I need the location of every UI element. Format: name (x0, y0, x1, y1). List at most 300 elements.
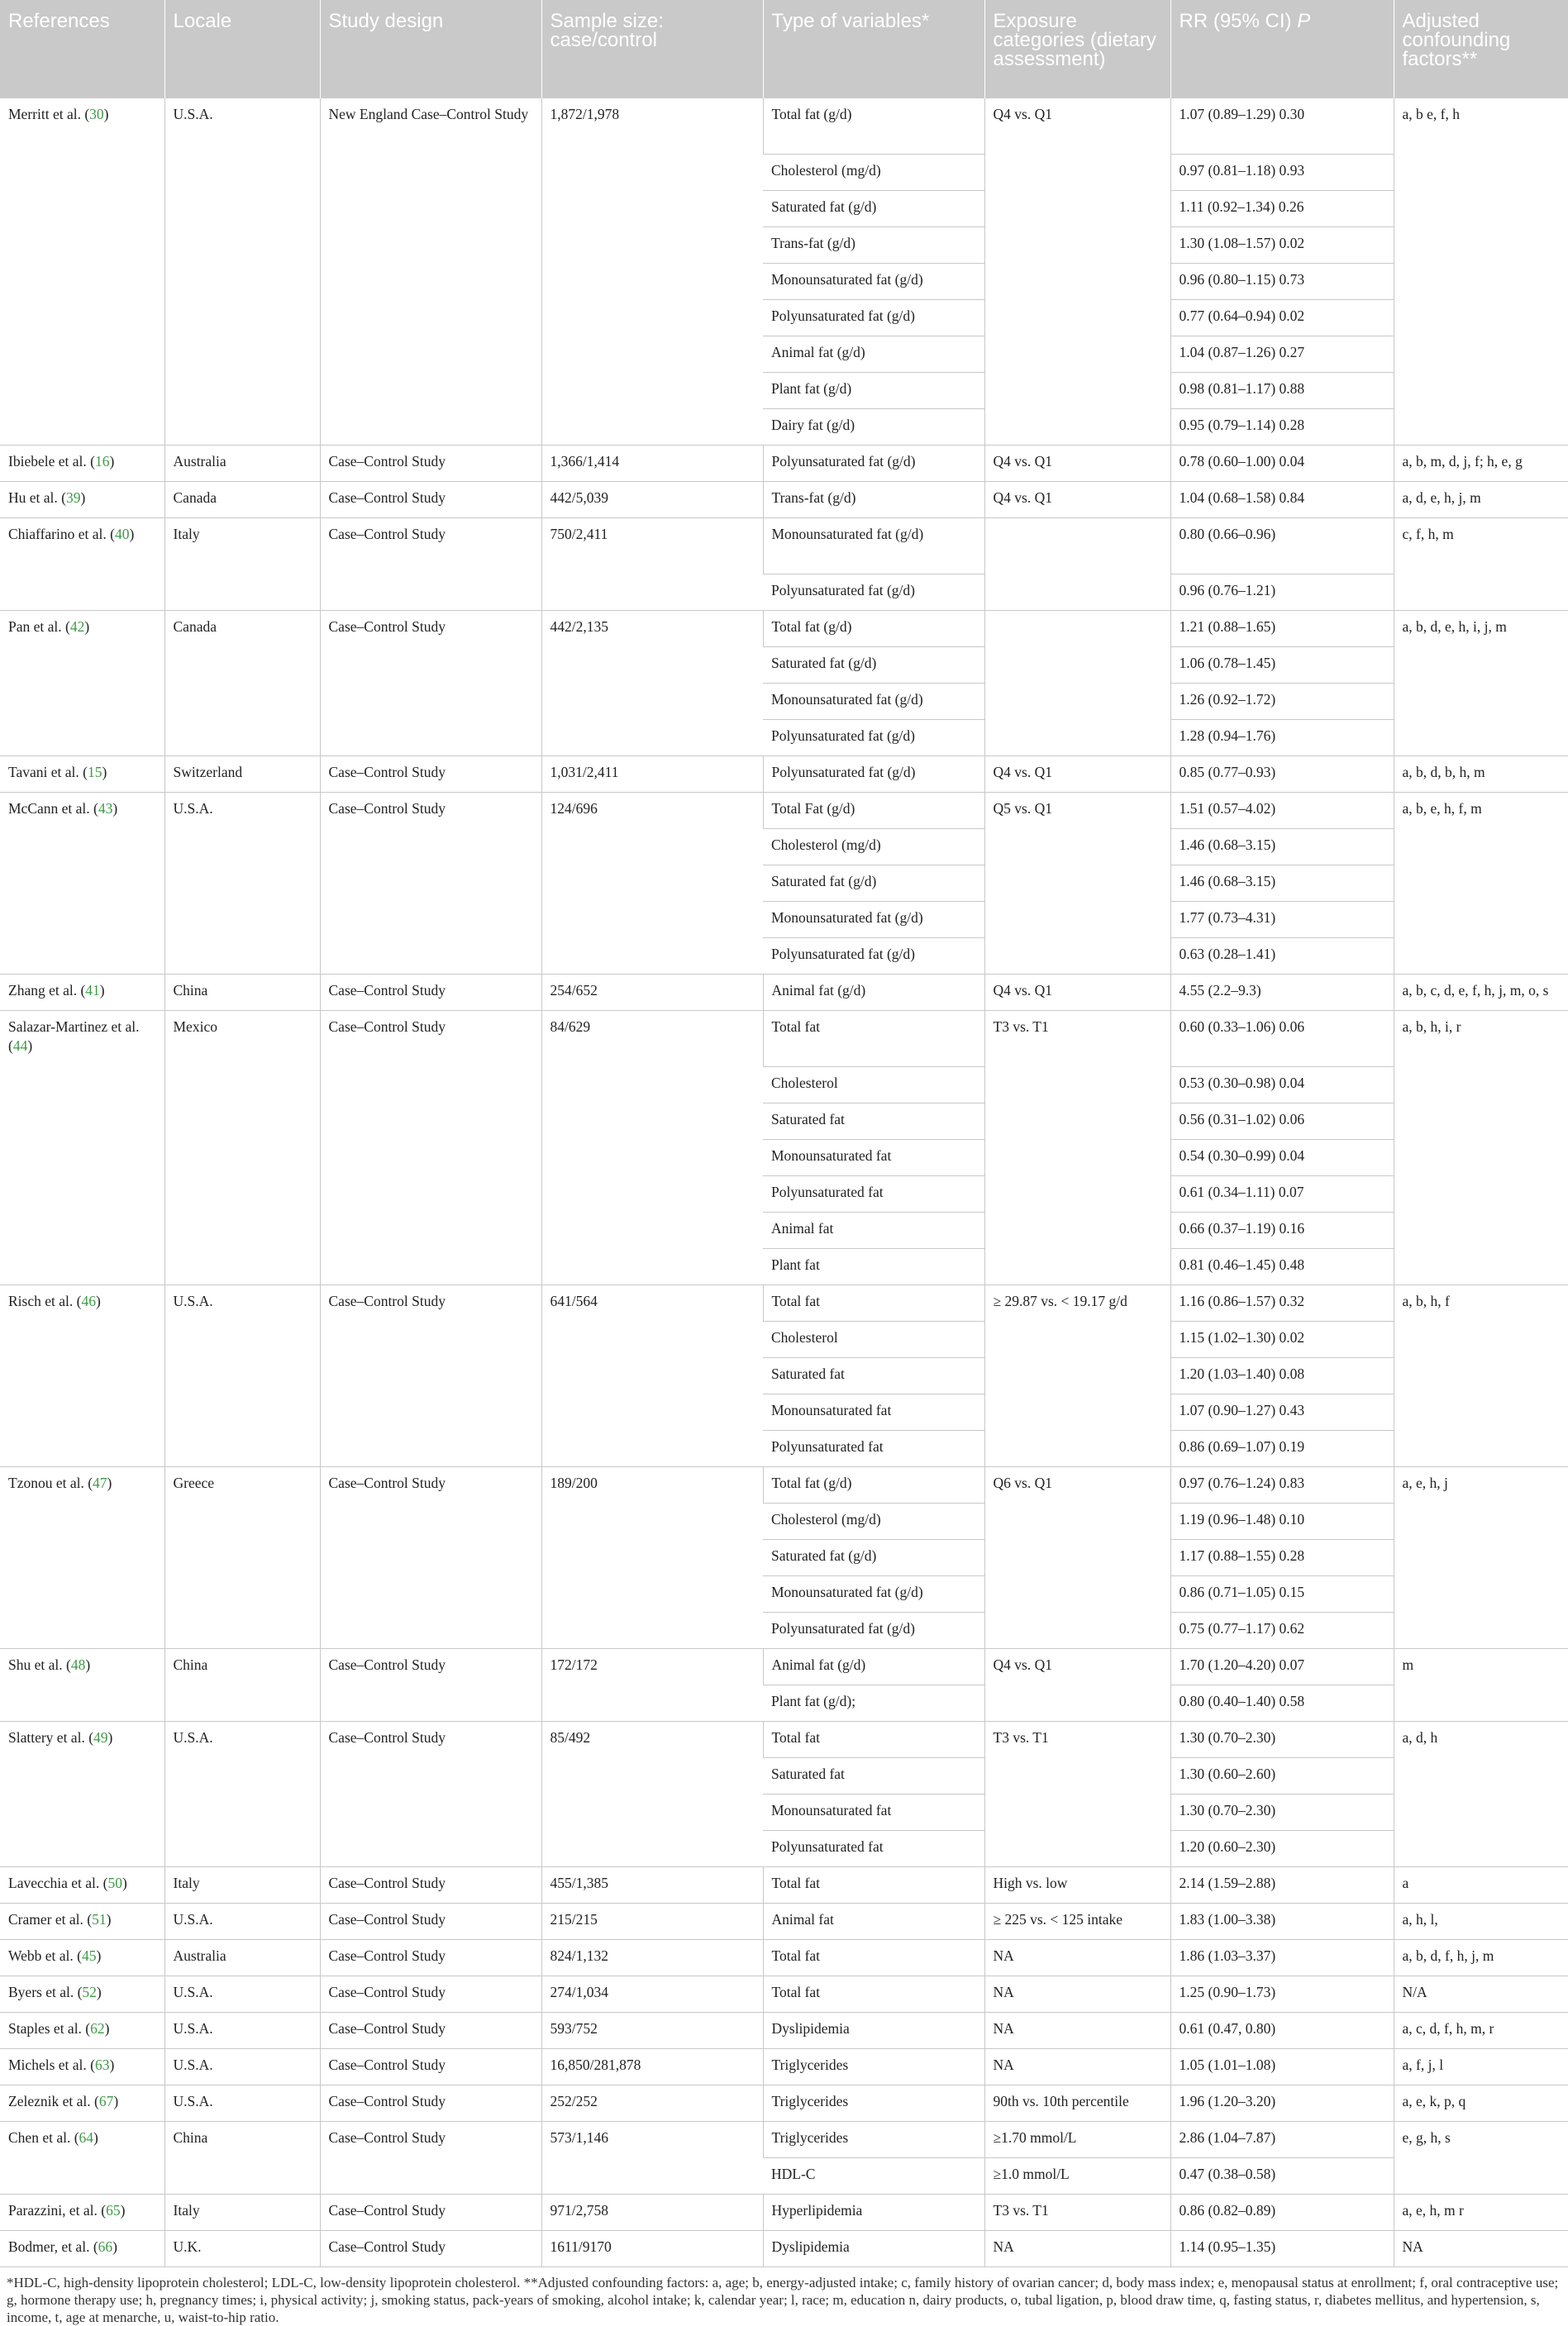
rr-cell: 0.95 (0.79–1.14) 0.28 (1170, 408, 1394, 445)
sample-cell: 172/172 (541, 1648, 763, 1721)
reference-author: Zhang et al. ( (8, 981, 86, 999)
adjusted-factors-cell: a, c, d, f, h, m, r (1394, 2012, 1568, 2048)
locale-cell: China (164, 2121, 320, 2194)
table-row (0, 481, 1568, 517)
reference-citation-link: 50 (107, 1874, 122, 1891)
exposure-cell: Q4 vs. Q1 (984, 445, 1170, 481)
rr-cell: 4.55 (2.2–9.3) (1170, 974, 1394, 1010)
rr-cell: 1.30 (0.70–2.30) (1170, 1794, 1394, 1830)
rr-cell: 1.77 (0.73–4.31) (1170, 901, 1394, 937)
rr-cell: 1.28 (0.94–1.76) (1170, 719, 1394, 755)
adjusted-factors-cell: a, b, h, i, r (1394, 1010, 1568, 1285)
rr-cell: 1.04 (0.87–1.26) 0.27 (1170, 336, 1394, 372)
sample-cell: 1,872/1,978 (541, 98, 763, 445)
rr-cell: 1.96 (1.20–3.20) (1170, 2085, 1394, 2121)
reference-close: ) (107, 1474, 112, 1491)
exposure-cell: Q4 vs. Q1 (984, 974, 1170, 1010)
design-cell: Case–Control Study (320, 1648, 541, 1721)
sample-cell: 641/564 (541, 1285, 763, 1466)
exposure-cell: Q6 vs. Q1 (984, 1466, 1170, 1648)
design-cell: Case–Control Study (320, 792, 541, 974)
reference-close: ) (112, 2238, 117, 2255)
design-cell: Case–Control Study (320, 1903, 541, 1939)
locale-cell: U.S.A. (164, 1903, 320, 1939)
rr-cell: 1.15 (1.02–1.30) 0.02 (1170, 1321, 1394, 1357)
rr-cell: 1.14 (0.95–1.35) (1170, 2230, 1394, 2266)
header-rr (1170, 0, 1394, 98)
adjusted-factors-cell: a, b, c, d, e, f, h, j, m, o, s (1394, 974, 1568, 1010)
reference-cell (0, 2012, 164, 2048)
adjusted-factors-cell: a, e, k, p, q (1394, 2085, 1568, 2121)
variable-cell: Monounsaturated fat (g/d) (763, 263, 984, 299)
reference-cell (0, 1976, 164, 2012)
design-cell: Case–Control Study (320, 2230, 541, 2266)
rr-cell: 0.75 (0.77–1.17) 0.62 (1170, 1612, 1394, 1648)
variable-cell: Cholesterol (763, 1321, 984, 1357)
reference-close: ) (95, 1292, 101, 1309)
exposure-cell: NA (984, 2230, 1170, 2266)
rr-cell: 2.86 (1.04–7.87) (1170, 2121, 1394, 2157)
design-cell: Case–Control Study (320, 2085, 541, 2121)
design-cell: Case–Control Study (320, 1466, 541, 1648)
exposure-cell: ≥1.0 mmol/L (984, 2157, 1170, 2194)
reference-citation-link: 48 (70, 1656, 86, 1673)
exposure-cell: Q4 vs. Q1 (984, 98, 1170, 445)
table-row (0, 2085, 1568, 2121)
reference-cell (0, 755, 164, 792)
table-body (0, 98, 1568, 2266)
rr-cell: 0.97 (0.76–1.24) 0.83 (1170, 1466, 1394, 1503)
rr-cell: 1.70 (1.20–4.20) 0.07 (1170, 1648, 1394, 1685)
exposure-cell (984, 610, 1170, 755)
exposure-cell: Q4 vs. Q1 (984, 1648, 1170, 1721)
reference-author: Shu et al. ( (8, 1656, 71, 1673)
sample-cell: 252/252 (541, 2085, 763, 2121)
reference-cell (0, 974, 164, 1010)
design-cell: Case–Control Study (320, 1721, 541, 1866)
reference-cell (0, 1648, 164, 1721)
table-row (0, 1903, 1568, 1939)
reference-cell (0, 1721, 164, 1866)
reference-close: ) (99, 981, 105, 999)
reference-author: Pan et al. ( (8, 617, 70, 635)
reference-citation-link: 43 (98, 799, 113, 817)
locale-cell: U.S.A. (164, 98, 320, 445)
header-references: References (0, 0, 164, 98)
table-row (0, 2230, 1568, 2266)
locale-cell: U.K. (164, 2230, 320, 2266)
reference-author: Ibiebele et al. ( (8, 452, 95, 469)
variable-cell: Total fat (763, 1939, 984, 1976)
exposure-cell: Q4 vs. Q1 (984, 755, 1170, 792)
adjusted-factors-cell: a, b, h, f (1394, 1285, 1568, 1466)
header-type-of-variables: Type of variables* (763, 0, 984, 98)
table-header (0, 0, 1568, 98)
rr-cell: 1.21 (0.88–1.65) (1170, 610, 1394, 646)
table-row (0, 1866, 1568, 1903)
locale-cell: Canada (164, 610, 320, 755)
design-cell: Case–Control Study (320, 481, 541, 517)
rr-cell: 0.80 (0.66–0.96) (1170, 517, 1394, 574)
design-cell: Case–Control Study (320, 445, 541, 481)
variable-cell: Triglycerides (763, 2085, 984, 2121)
sample-cell: 573/1,146 (541, 2121, 763, 2194)
locale-cell: U.S.A. (164, 2048, 320, 2085)
reference-author: Byers et al. ( (8, 1983, 83, 2000)
locale-cell: U.S.A. (164, 1721, 320, 1866)
variable-cell: Total fat (763, 1721, 984, 1757)
reference-close: ) (109, 2056, 115, 2073)
design-cell: New England Case–Control Study (320, 98, 541, 445)
adjusted-factors-cell: a, b, m, d, j, f; h, e, g (1394, 445, 1568, 481)
adjusted-factors-cell: a, e, h, m r (1394, 2194, 1568, 2230)
locale-cell: Italy (164, 1866, 320, 1903)
variable-cell: Dyslipidemia (763, 2230, 984, 2266)
design-cell: Case–Control Study (320, 610, 541, 755)
reference-cell (0, 610, 164, 755)
exposure-cell: T3 vs. T1 (984, 1721, 1170, 1866)
variable-cell: Plant fat (g/d); (763, 1685, 984, 1721)
design-cell: Case–Control Study (320, 517, 541, 610)
reference-cell (0, 1285, 164, 1466)
reference-citation-link: 16 (94, 452, 110, 469)
reference-citation-link: 51 (92, 1910, 107, 1928)
reference-close: ) (84, 617, 90, 635)
adjusted-factors-cell: a, b e, f, h (1394, 98, 1568, 445)
locale-cell: U.S.A. (164, 1285, 320, 1466)
rr-cell: 0.86 (0.69–1.07) 0.19 (1170, 1430, 1394, 1466)
exposure-cell: T3 vs. T1 (984, 1010, 1170, 1285)
table-row (0, 610, 1568, 646)
rr-cell: 1.06 (0.78–1.45) (1170, 646, 1394, 683)
sample-cell: 215/215 (541, 1903, 763, 1939)
variable-cell: Saturated fat (g/d) (763, 190, 984, 226)
reference-close: ) (129, 525, 135, 542)
locale-cell: China (164, 974, 320, 1010)
table-row (0, 1466, 1568, 1503)
exposure-cell (984, 517, 1170, 610)
rr-cell: 1.83 (1.00–3.38) (1170, 1903, 1394, 1939)
rr-cell: 0.61 (0.47, 0.80) (1170, 2012, 1394, 2048)
rr-cell: 1.07 (0.90–1.27) 0.43 (1170, 1394, 1394, 1430)
sample-cell: 593/752 (541, 2012, 763, 2048)
table-row (0, 2194, 1568, 2230)
variable-cell: Cholesterol (mg/d) (763, 154, 984, 190)
variable-cell: Total fat (763, 1866, 984, 1903)
sample-cell: 189/200 (541, 1466, 763, 1648)
rr-cell: 0.53 (0.30–0.98) 0.04 (1170, 1066, 1394, 1103)
header-row (0, 0, 1568, 98)
reference-close: ) (104, 2019, 110, 2037)
variable-cell: Dairy fat (g/d) (763, 408, 984, 445)
reference-cell (0, 2230, 164, 2266)
exposure-cell: Q4 vs. Q1 (984, 481, 1170, 517)
rr-cell: 0.97 (0.81–1.18) 0.93 (1170, 154, 1394, 190)
table-row (0, 445, 1568, 481)
sample-cell: 750/2,411 (541, 517, 763, 610)
header-rr-p: P (1297, 10, 1311, 32)
variable-cell: Polyunsaturated fat (g/d) (763, 1612, 984, 1648)
reference-author: Lavecchia et al. ( (8, 1874, 108, 1891)
locale-cell: U.S.A. (164, 1976, 320, 2012)
table-row (0, 1648, 1568, 1685)
adjusted-factors-cell: m (1394, 1648, 1568, 1721)
exposure-cell: T3 vs. T1 (984, 2194, 1170, 2230)
reference-close: ) (122, 1874, 127, 1891)
variable-cell: Hyperlipidemia (763, 2194, 984, 2230)
exposure-cell: ≥1.70 mmol/L (984, 2121, 1170, 2157)
locale-cell: Greece (164, 1466, 320, 1648)
variable-cell: Saturated fat (g/d) (763, 1539, 984, 1575)
reference-citation-link: 52 (82, 1983, 97, 2000)
reference-author: Risch et al. ( (8, 1292, 82, 1309)
reference-author: Parazzini, et al. ( (8, 2201, 107, 2219)
variable-cell: Dyslipidemia (763, 2012, 984, 2048)
design-cell: Case–Control Study (320, 2012, 541, 2048)
rr-cell: 0.86 (0.71–1.05) 0.15 (1170, 1575, 1394, 1612)
sample-cell: 824/1,132 (541, 1939, 763, 1976)
reference-close: ) (112, 799, 118, 817)
locale-cell: Italy (164, 2194, 320, 2230)
reference-close: ) (102, 763, 107, 780)
reference-citation-link: 40 (114, 525, 130, 542)
table-footnote: *HDL-C, high-density lipoprotein cholesterol; LDL-C, low-density lipoprotein cholesterol. **Adjusted confounding factors: a, age; b, energy-adjusted intake; c, family history of ovarian cancer; d, body mass index; e, menopausal status at enrollment; f, oral contraceptive use; g, hormone therapy use; h, pregnancy times; i, physical activity; j, smoking status, pack-years of smoking, alcohol intake; k, calendar year; l, race; m, education n, dairy products, o, tubal ligation, p, blood draw time, q, fasting status, r, diabetes mellitus, and hypertension, s, income, t, age at menarche, u, waist-to-hip ratio. (7, 2274, 1559, 2325)
rr-cell: 0.63 (0.28–1.41) (1170, 937, 1394, 974)
locale-cell: U.S.A. (164, 2085, 320, 2121)
sample-cell: 442/2,135 (541, 610, 763, 755)
variable-cell: Polyunsaturated fat (g/d) (763, 299, 984, 336)
sample-cell: 971/2,758 (541, 2194, 763, 2230)
variable-cell: Total fat (g/d) (763, 610, 984, 646)
variable-cell: Total fat (g/d) (763, 1466, 984, 1503)
reference-cell (0, 2121, 164, 2194)
table-row (0, 1976, 1568, 2012)
exposure-cell: Q5 vs. Q1 (984, 792, 1170, 974)
rr-cell: 1.11 (0.92–1.34) 0.26 (1170, 190, 1394, 226)
table-row (0, 2121, 1568, 2157)
reference-close: ) (85, 1656, 91, 1673)
reference-citation-link: 42 (69, 617, 85, 635)
adjusted-factors-cell: N/A (1394, 1976, 1568, 2012)
table-row (0, 1939, 1568, 1976)
rr-cell: 0.96 (0.76–1.21) (1170, 574, 1394, 610)
variable-cell: Polyunsaturated fat (g/d) (763, 445, 984, 481)
reference-close: ) (96, 1983, 102, 2000)
design-cell: Case–Control Study (320, 1976, 541, 2012)
rr-cell: 0.47 (0.38–0.58) (1170, 2157, 1394, 2194)
adjusted-factors-cell: NA (1394, 2230, 1568, 2266)
reference-author: Hu et al. ( (8, 489, 66, 506)
reference-cell (0, 1903, 164, 1939)
exposure-cell: NA (984, 1939, 1170, 1976)
variable-cell: Plant fat (g/d) (763, 372, 984, 408)
exposure-cell: NA (984, 1976, 1170, 2012)
reference-citation-link: 63 (94, 2056, 110, 2073)
exposure-cell: NA (984, 2012, 1170, 2048)
reference-cell (0, 517, 164, 610)
locale-cell: Canada (164, 481, 320, 517)
table-row (0, 2012, 1568, 2048)
table-row (0, 1721, 1568, 1757)
rr-cell: 0.78 (0.60–1.00) 0.04 (1170, 445, 1394, 481)
header-adjusted-factors: Adjusted confounding factors** (1394, 0, 1568, 98)
sample-cell: 1,031/2,411 (541, 755, 763, 792)
reference-cell (0, 98, 164, 445)
variable-cell: Monounsaturated fat (g/d) (763, 1575, 984, 1612)
variable-cell: Trans-fat (g/d) (763, 226, 984, 263)
reference-author: Merritt et al. ( (8, 105, 90, 122)
design-cell: Case–Control Study (320, 1285, 541, 1466)
rr-cell: 1.05 (1.01–1.08) (1170, 2048, 1394, 2085)
rr-cell: 0.56 (0.31–1.02) 0.06 (1170, 1103, 1394, 1139)
variable-cell: Monounsaturated fat (763, 1394, 984, 1430)
design-cell: Case–Control Study (320, 2194, 541, 2230)
variable-cell: Saturated fat (763, 1103, 984, 1139)
variable-cell: Polyunsaturated fat (g/d) (763, 574, 984, 610)
locale-cell: Australia (164, 445, 320, 481)
reference-close: ) (113, 2092, 119, 2109)
exposure-cell: High vs. low (984, 1866, 1170, 1903)
adjusted-factors-cell: a, h, l, (1394, 1903, 1568, 1939)
reference-citation-link: 46 (81, 1292, 96, 1309)
reference-author: Tavani et al. ( (8, 763, 88, 780)
rr-cell: 0.54 (0.30–0.99) 0.04 (1170, 1139, 1394, 1175)
adjusted-factors-cell: c, f, h, m (1394, 517, 1568, 610)
rr-cell: 1.30 (1.08–1.57) 0.02 (1170, 226, 1394, 263)
variable-cell: Triglycerides (763, 2121, 984, 2157)
rr-cell: 2.14 (1.59–2.88) (1170, 1866, 1394, 1903)
exposure-cell: ≥ 225 vs. < 125 intake (984, 1903, 1170, 1939)
adjusted-factors-cell: a, d, h (1394, 1721, 1568, 1866)
adjusted-factors-cell: e, g, h, s (1394, 2121, 1568, 2194)
variable-cell: Saturated fat (763, 1357, 984, 1394)
sample-cell: 124/696 (541, 792, 763, 974)
rr-cell: 1.07 (0.89–1.29) 0.30 (1170, 98, 1394, 154)
variable-cell: Total fat (763, 1285, 984, 1321)
reference-close: ) (103, 105, 109, 122)
variable-cell: Trans-fat (g/d) (763, 481, 984, 517)
reference-citation-link: 67 (98, 2092, 114, 2109)
adjusted-factors-cell: a, e, h, j (1394, 1466, 1568, 1648)
variable-cell: Monounsaturated fat (g/d) (763, 683, 984, 719)
reference-author: Chen et al. ( (8, 2128, 79, 2146)
reference-citation-link: 30 (89, 105, 104, 122)
reference-citation-link: 66 (98, 2238, 113, 2255)
reference-author: Webb et al. ( (8, 1947, 82, 1964)
reference-cell (0, 792, 164, 974)
reference-cell (0, 1939, 164, 1976)
adjusted-factors-cell: a, d, e, h, j, m (1394, 481, 1568, 517)
rr-cell: 0.85 (0.77–0.93) (1170, 755, 1394, 792)
reference-citation-link: 45 (81, 1947, 97, 1964)
variable-cell: Polyunsaturated fat (g/d) (763, 719, 984, 755)
variable-cell: Monounsaturated fat (763, 1794, 984, 1830)
reference-citation-link: 47 (93, 1474, 107, 1491)
adjusted-factors-cell: a, b, d, f, h, j, m (1394, 1939, 1568, 1976)
variable-cell: Monounsaturated fat (g/d) (763, 517, 984, 574)
adjusted-factors-cell: a (1394, 1866, 1568, 1903)
sample-cell: 1,366/1,414 (541, 445, 763, 481)
exposure-cell: ≥ 29.87 vs. < 19.17 g/d (984, 1285, 1170, 1466)
variable-cell: Animal fat (763, 1212, 984, 1248)
rr-cell: 0.98 (0.81–1.17) 0.88 (1170, 372, 1394, 408)
reference-close: ) (120, 2201, 126, 2219)
rr-cell: 1.46 (0.68–3.15) (1170, 828, 1394, 865)
variable-cell: Polyunsaturated fat (763, 1175, 984, 1212)
reference-author: McCann et al. ( (8, 799, 98, 817)
reference-author: Chiaffarino et al. ( (8, 525, 115, 542)
header-study-design: Study design (320, 0, 541, 98)
table-row (0, 1010, 1568, 1066)
design-cell: Case–Control Study (320, 1866, 541, 1903)
rr-cell: 1.51 (0.57–4.02) (1170, 792, 1394, 828)
reference-cell (0, 2085, 164, 2121)
variable-cell: Polyunsaturated fat (763, 1430, 984, 1466)
sample-cell: 1611/9170 (541, 2230, 763, 2266)
variable-cell: Triglycerides (763, 2048, 984, 2085)
design-cell: Case–Control Study (320, 755, 541, 792)
rr-cell: 0.77 (0.64–0.94) 0.02 (1170, 299, 1394, 336)
design-cell: Case–Control Study (320, 2048, 541, 2085)
rr-cell: 0.96 (0.80–1.15) 0.73 (1170, 263, 1394, 299)
rr-cell: 1.30 (0.70–2.30) (1170, 1721, 1394, 1757)
reference-close: ) (96, 1947, 102, 1964)
variable-cell: Saturated fat (g/d) (763, 646, 984, 683)
reference-close: ) (80, 489, 86, 506)
variable-cell: Cholesterol (mg/d) (763, 828, 984, 865)
sample-cell: 274/1,034 (541, 1976, 763, 2012)
reference-author: Staples et al. ( (8, 2019, 91, 2037)
adjusted-factors-cell: a, b, e, h, f, m (1394, 792, 1568, 974)
header-exposure-categories: Exposure categories (dietary assessment) (984, 0, 1170, 98)
adjusted-factors-cell: a, b, d, e, h, i, j, m (1394, 610, 1568, 755)
header-sample-size: Sample size: case/control (541, 0, 763, 98)
table-row (0, 792, 1568, 828)
reference-citation-link: 62 (90, 2019, 105, 2037)
locale-cell: Switzerland (164, 755, 320, 792)
variable-cell: Animal fat (g/d) (763, 1648, 984, 1685)
reference-author: Tzonou et al. ( (8, 1474, 93, 1491)
reference-author: Cramer et al. ( (8, 1910, 93, 1928)
rr-cell: 1.26 (0.92–1.72) (1170, 683, 1394, 719)
rr-cell: 0.81 (0.46–1.45) 0.48 (1170, 1248, 1394, 1285)
reference-author: Michels et al. ( (8, 2056, 95, 2073)
reference-close: ) (27, 1037, 33, 1054)
reference-cell (0, 1010, 164, 1285)
variable-cell: Animal fat (763, 1903, 984, 1939)
reference-cell (0, 2048, 164, 2085)
reference-citation-link: 41 (85, 981, 100, 999)
reference-close: ) (106, 1910, 112, 1928)
header-rr-label: RR (95% CI) (1179, 10, 1298, 32)
variable-cell: Polyunsaturated fat (g/d) (763, 937, 984, 974)
reference-citation-link: 49 (93, 1728, 108, 1746)
design-cell: Case–Control Study (320, 1939, 541, 1976)
rr-cell: 1.19 (0.96–1.48) 0.10 (1170, 1503, 1394, 1539)
rr-cell: 1.25 (0.90–1.73) (1170, 1976, 1394, 2012)
rr-cell: 1.46 (0.68–3.15) (1170, 865, 1394, 901)
rr-cell: 0.86 (0.82–0.89) (1170, 2194, 1394, 2230)
variable-cell: Animal fat (g/d) (763, 974, 984, 1010)
design-cell: Case–Control Study (320, 2121, 541, 2194)
variable-cell: Monounsaturated fat (g/d) (763, 901, 984, 937)
variable-cell: HDL-C (763, 2157, 984, 2194)
variable-cell: Monounsaturated fat (763, 1139, 984, 1175)
locale-cell: Mexico (164, 1010, 320, 1285)
rr-cell: 0.61 (0.34–1.11) 0.07 (1170, 1175, 1394, 1212)
sample-cell: 16,850/281,878 (541, 2048, 763, 2085)
reference-author: Salazar-Martinez et al. ( (8, 1018, 140, 1054)
